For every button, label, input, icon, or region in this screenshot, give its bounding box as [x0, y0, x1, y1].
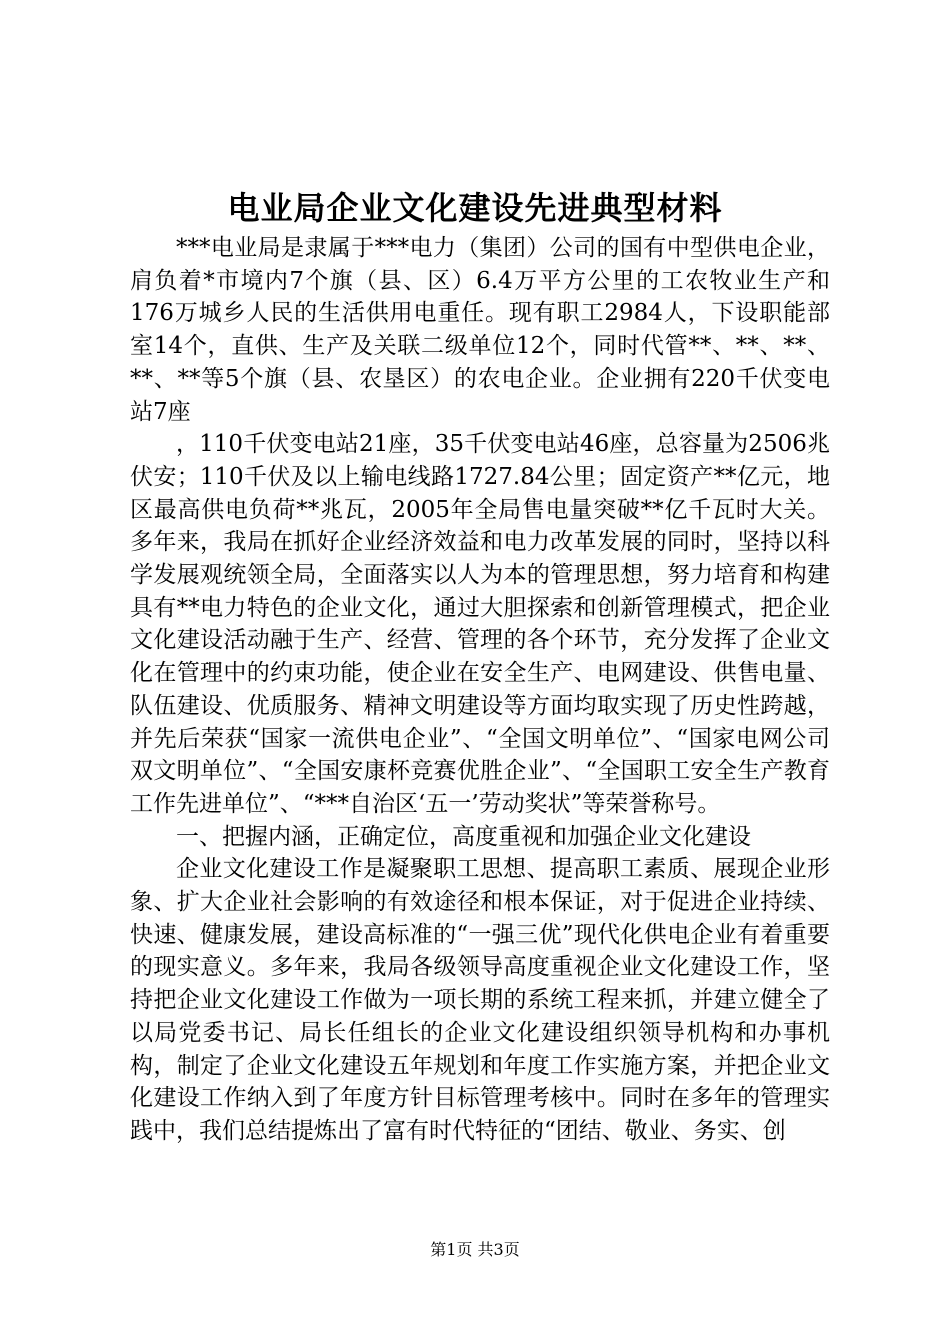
page-number-footer: 第1页 共3页	[430, 1240, 520, 1259]
section-heading: 一、把握内涵，正确定位，高度重视和加强企业文化建设	[176, 823, 751, 850]
document-title: 电业局企业文化建设先进典型材料	[227, 189, 723, 227]
document-body	[130, 232, 830, 1148]
paragraph-intro: ***电业局是隶属于***电力（集团）公司的国有中型供电企业，肩负着*市境内7个旗（县、区）6.4万平方公里的工农牧业生产和176万城乡人民的生活供用电重任。现有职工2984人，下设职能部室14个，直供、生产及关联二级单位12个，同时代管**、**、**、**、**等5个旗（县、农垦区）的农电企业。企业拥有220千伏变电站7座	[130, 235, 830, 425]
paragraph-continuation: ，110千伏变电站21座，35千伏变电站46座，总容量为2506兆伏安；110千伏及以上输电线路1727.84公里；固定资产**亿元，地区最高供电负荷**兆瓦，2005年全局售电量突破**亿千瓦时大关。多年来，我局在抓好企业经济效益和电力改革发展的同时，坚持以科学发展观统领全局，全面落实以人为本的管理思想，努力培育和构建具有**电力特色的企业文化，通过大胆探索和创新管理模式，把企业文化建设活动融于生产、经营、管理的各个环节，充分发挥了企业文化在管理中的约束功能，使企业在安全生产、电网建设、供售电量、队伍建设、优质服务、精神文明建设等方面均取实现了历史性跨越，并先后荣获“国家一流供电企业”、“全国文明单位”、“国家电网公司双文明单位”、“全国安康杯竞赛优胜企业”、“全国职工安全生产教育工作先进单位”、“***自治区‘五一’劳动奖状”等荣誉称号。	[130, 431, 830, 817]
paragraph-section-body: 企业文化建设工作是凝聚职工思想、提高职工素质、展现企业形象、扩大企业社会影响的有效途径和根本保证，对于促进企业持续、快速、健康发展，建设高标准的“一强三优”现代化供电企业有着重要的现实意义。多年来，我局各级领导高度重视企业文化建设工作，坚持把企业文化建设工作做为一项长期的系统工程来抓，并建立健全了以局党委书记、局长任组长的企业文化建设组织领导机构和办事机构，制定了企业文化建设五年规划和年度工作实施方案，并把企业文化建设工作纳入到了年度方针目标管理考核中。同时在多年的管理实践中，我们总结提炼出了富有时代特征的“团结、敬业、务实、创	[130, 856, 830, 1144]
